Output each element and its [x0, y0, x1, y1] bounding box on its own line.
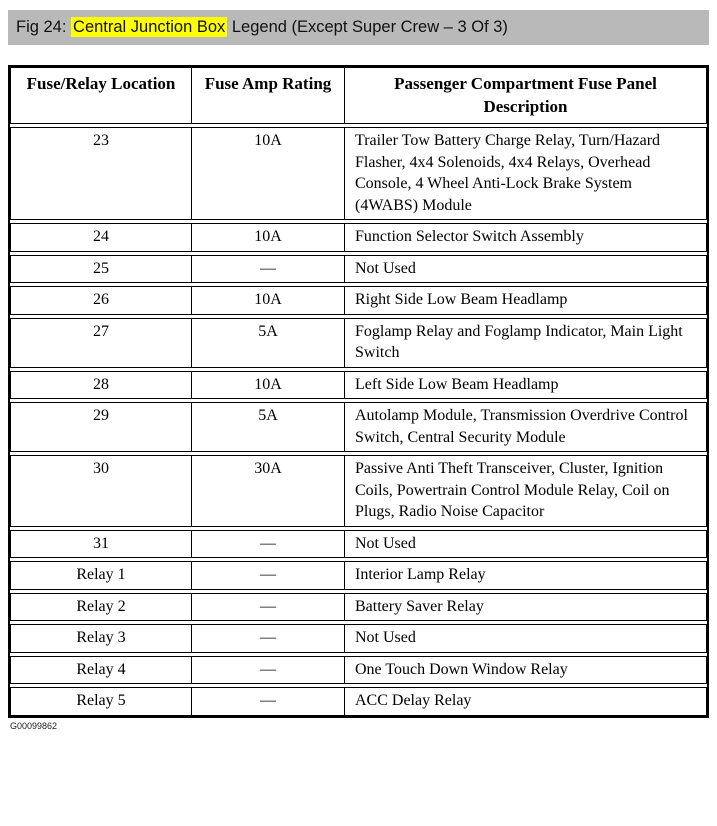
fuse-description: Not Used — [344, 531, 706, 558]
fuse-amp-rating: 5A — [191, 403, 344, 451]
fuse-description: Right Side Low Beam Headlamp — [344, 287, 706, 314]
table-row — [10, 561, 707, 590]
fuse-description: Not Used — [344, 625, 706, 652]
fuse-amp-rating: — — [191, 688, 344, 715]
table-row — [10, 255, 707, 284]
fuse-location: Relay 3 — [76, 629, 126, 646]
fuse-location: Relay 5 — [76, 692, 126, 709]
fuse-description: Battery Saver Relay — [344, 594, 706, 621]
table-row — [10, 127, 707, 220]
fuse-description: Left Side Low Beam Headlamp — [344, 372, 706, 399]
fuse-location: 31 — [93, 534, 109, 552]
fuse-location: 24 — [93, 228, 109, 245]
figure-caption-suffix: Legend (Except Super Crew – 3 Of 3) — [227, 18, 508, 36]
fuse-amp-rating: 10A — [191, 372, 344, 399]
figure-caption-bar — [8, 10, 709, 45]
fuse-description: Autolamp Module, Transmission Overdrive Control Switch, Central Security Module — [344, 403, 706, 451]
fuse-table-rows — [10, 127, 707, 716]
table-row — [10, 371, 707, 400]
fuse-amp-rating: — — [191, 531, 344, 558]
fuse-amp-rating: — — [191, 594, 344, 621]
table-row — [10, 656, 707, 685]
table-row — [10, 286, 707, 315]
fuse-location: Relay 4 — [76, 660, 126, 678]
fuse-description: Function Selector Switch Assembly — [344, 224, 706, 251]
column-header-location: Fuse/Relay Location — [26, 74, 176, 93]
column-header-rating: Fuse Amp Rating — [191, 68, 344, 123]
fuse-location: Relay 1 — [76, 566, 126, 583]
fuse-location: 26 — [93, 291, 109, 308]
table-row — [10, 318, 707, 368]
fuse-location: 29 — [93, 407, 109, 424]
table-header-row — [10, 67, 707, 124]
fuse-description: Interior Lamp Relay — [344, 562, 706, 589]
column-header-description: Passenger Compartment Fuse Panel Description — [344, 68, 706, 123]
figure-caption-highlight: Central Junction Box — [73, 18, 226, 36]
fuse-amp-rating: 10A — [191, 224, 344, 251]
document-code: G00099862 — [10, 720, 58, 731]
fuse-amp-rating: 5A — [191, 319, 344, 367]
fuse-amp-rating: — — [191, 256, 344, 283]
fuse-location: 30 — [93, 460, 109, 477]
fuse-description: Not Used — [344, 256, 706, 283]
fuse-description: Passive Anti Theft Transceiver, Cluster, Ignition Coils, Powertrain Control Module Relay, Coil on Plugs, Radio Noise Capacitor — [344, 456, 706, 526]
fuse-description: Trailer Tow Battery Charge Relay, Turn/Hazard Flasher, 4x4 Solenoids, 4x4 Relays, Overhead Console, 4 Wheel Anti-Lock Brake System (4WABS) Module — [344, 128, 706, 219]
fuse-location: 28 — [93, 375, 109, 393]
table-row — [10, 530, 707, 559]
fuse-amp-rating: — — [191, 625, 344, 652]
fuse-location: 23 — [93, 132, 109, 149]
fuse-description: Foglamp Relay and Foglamp Indicator, Main Light Switch — [344, 319, 706, 367]
table-row — [10, 455, 707, 527]
fuse-location: Relay 2 — [76, 597, 126, 615]
fuse-location: 27 — [93, 322, 109, 340]
table-row — [10, 687, 707, 716]
fuse-amp-rating: — — [191, 657, 344, 684]
table-row — [10, 402, 707, 452]
fuse-description: ACC Delay Relay — [344, 688, 706, 715]
fuse-description: One Touch Down Window Relay — [344, 657, 706, 684]
fuse-amp-rating: 30A — [191, 456, 344, 526]
table-row — [10, 593, 707, 622]
fuse-location: 25 — [93, 259, 109, 277]
fuse-amp-rating: — — [191, 562, 344, 589]
fuse-amp-rating: 10A — [191, 128, 344, 219]
fuse-legend-table — [8, 65, 709, 718]
figure-caption-prefix: Fig 24: — [16, 18, 72, 36]
fuse-amp-rating: 10A — [191, 287, 344, 314]
table-row — [10, 223, 707, 252]
table-row — [10, 624, 707, 653]
